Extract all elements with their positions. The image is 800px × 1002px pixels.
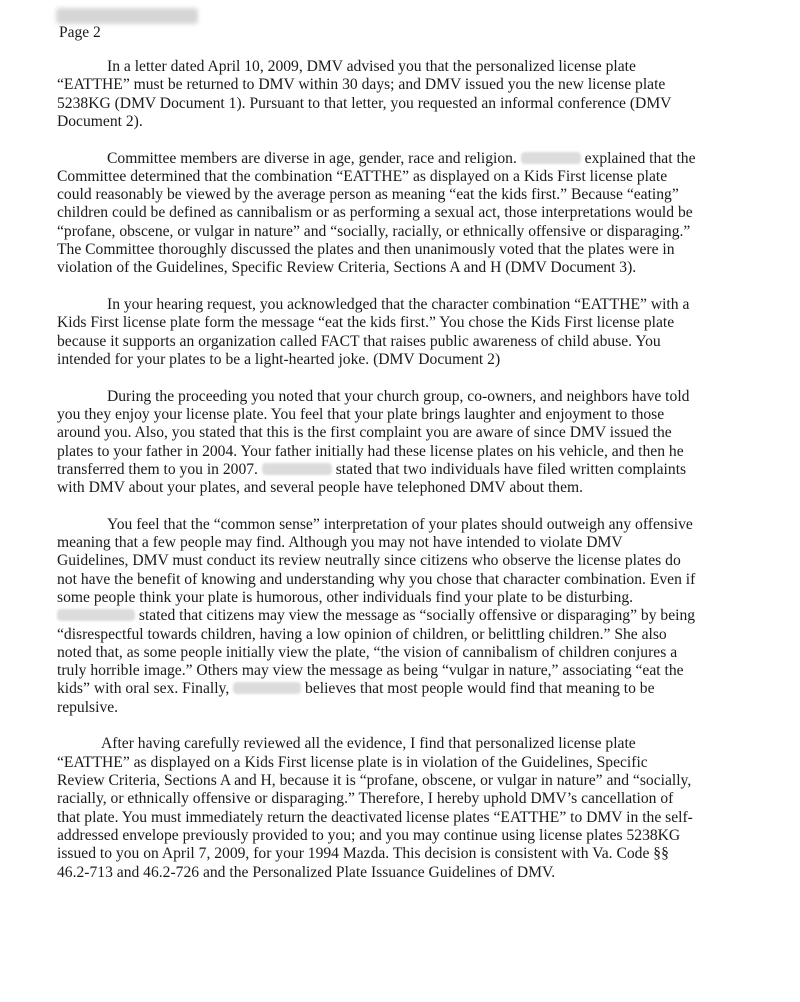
paragraph-letter-dated: In a letter dated April 10, 2009, DMV advised you that the personalized license plate “EATTHE” must be returned to DMV within 30 days; and DMV issued you the new license plate 5238KG (DMV Document 1). Pursuant to that letter, you requested an informal conference (DMV Document 2). <box>57 58 672 130</box>
paragraph-committee: Committee members are diverse in age, gender, race and religion. explained that the Committee determined that the combination “EATTHE” as displayed on a Kids First license plate could reasonably be viewed by the average person as meaning “eat the kids first.” Because “eating” children could be defined as cannibalism or as performing a sexual act, those interpretations would be “profane, obscene, or vulgar in nature” and “socially, racially, or ethnically offensive or disparaging.” The Committee thoroughly discussed the plates and then unanimously voted that the plates were in violation of the Guidelines, Specific Review Criteria, Sections A and H (DMV Document 3). <box>57 149 696 277</box>
redacted-name <box>233 682 301 694</box>
redacted-header-name <box>56 8 198 24</box>
redacted-name <box>262 463 332 475</box>
paragraph-decision: After having carefully reviewed all the evidence, I find that personalized license plate “EATTHE” as displayed on a Kids First license plate is in violation of the Guidelines, Specific Review Criteria, Sections A and H, because it is “profane, obscene, or vulgar in nature” and “socially, racially, or ethnically offensive or disparaging.” Therefore, I hereby uphold DMV’s cancellation of that plate. You must immediately return the deactivated license plates “EATTHE” to DMV in the self-addressed envelope previously provided to you; and you may continue using license plates 5238KG issued to you on April 7, 2009, for your 1994 Mazda. This decision is consistent with Va. Code §§ 46.2-713 and 46.2-726 and the Personalized Plate Issuance Guidelines of DMV. <box>57 735 693 881</box>
redacted-name <box>521 152 581 164</box>
paragraph-proceeding: During the proceeding you noted that your church group, co-owners, and neighbors have told you they enjoy your license plate. You feel that your plate brings laughter and enjoyment to those around you. Also, you stated that this is the first complaint you are aware of since DMV issued the plates to your father in 2004. Your father initially had these license plates on his vehicle, and then he transferred them to you in 2007. stated that two individuals have filed written complaints with DMV about your plates, and several people have telephoned DMV about them. <box>57 387 690 497</box>
page-number: Page 2 <box>59 24 101 41</box>
paragraph-common-sense: You feel that the “common sense” interpretation of your plates should outweigh any offensive meaning that a few people may find. Although you may not have intended to violate DMV Guidelines, DMV must conduct its review neutrally since citizens who observe the license plates do not have the benefit of knowing and understanding why you chose that character combination. Even if some people think your plate is humorous, other individuals find your plate to be disturbing. stated that citizens may view the message as “socially offensive or disparaging” by being “disrespectful towards children, having a low opinion of children, or belittling children.” She also noted that, as some people initially view the plate, “the vision of cannibalism of children conjures a truly horrible image.” Others may view the message as being “vulgar in nature,” associating “eat the kids” with oral sex. Finally, believes that most people would find that meaning to be repulsive. <box>57 515 696 716</box>
letter-body <box>57 58 697 900</box>
redacted-name <box>57 609 135 621</box>
paragraph-hearing-request: In your hearing request, you acknowledged that the character combination “EATTHE” with a Kids First license plate form the message “eat the kids first.” You chose the Kids First license plate because it supports an organization called FACT that raises public awareness of child abuse. You intended for your plates to be a light-hearted joke. (DMV Document 2) <box>57 296 690 368</box>
